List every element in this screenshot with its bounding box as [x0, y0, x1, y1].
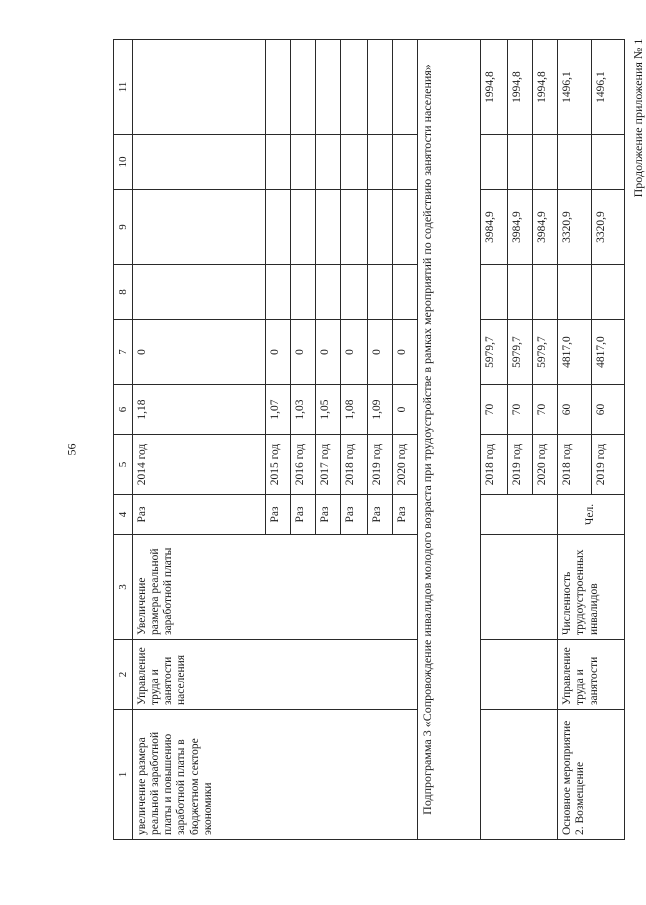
amount-cell: 3984,9 [481, 190, 508, 265]
unit-cell: Раз [266, 495, 291, 535]
executor-cell: Управление труда и занятости населения [132, 640, 418, 710]
amount-cell [291, 190, 316, 265]
amount-cell [341, 190, 368, 265]
empty-cell [341, 135, 368, 190]
unit-cell: Раз [132, 495, 265, 535]
amount-cell: 3984,9 [508, 190, 533, 265]
empty-cell [132, 135, 265, 190]
unit-cell: Раз [368, 495, 393, 535]
amount-cell: 3320,9 [558, 190, 591, 265]
empty-cell [591, 135, 625, 190]
empty-cell [558, 135, 591, 190]
value-cell: 70 [533, 385, 558, 435]
amount-cell: 5979,7 [533, 320, 558, 385]
year-cell: 2018 год [558, 435, 591, 495]
year-cell: 2019 год [368, 435, 393, 495]
empty-cell [508, 265, 533, 320]
value-cell: 1,08 [341, 385, 368, 435]
year-cell: 2020 год [393, 435, 418, 495]
unit-cell: Раз [341, 495, 368, 535]
column-number-row [114, 40, 133, 840]
col-num-11: 11 [114, 40, 133, 135]
empty-cell [291, 265, 316, 320]
amount-cell [341, 40, 368, 135]
col-num-3: 3 [114, 535, 133, 640]
appendix-note: Продолжение приложения № 1 [631, 38, 645, 198]
empty-cell [368, 135, 393, 190]
empty-cell [481, 535, 558, 640]
value-cell: 60 [591, 385, 625, 435]
program-table [113, 39, 625, 840]
empty-cell [266, 265, 291, 320]
unit-cell: Чел. [558, 495, 625, 535]
col-num-1: 1 [114, 710, 133, 840]
value-cell: 70 [481, 385, 508, 435]
empty-cell [291, 135, 316, 190]
page-number: 56 [64, 443, 79, 456]
amount-cell [393, 40, 418, 135]
value-cell: 0 [393, 385, 418, 435]
empty-cell [316, 265, 341, 320]
col-num-8: 8 [114, 265, 133, 320]
amount-cell: 0 [341, 320, 368, 385]
year-cell: 2017 год [316, 435, 341, 495]
value-cell: 1,07 [266, 385, 291, 435]
amount-cell [291, 40, 316, 135]
value-cell: 70 [508, 385, 533, 435]
empty-cell [316, 135, 341, 190]
indicator-cell: Численность трудоустроенных инвалидов [558, 535, 625, 640]
table-row [132, 40, 265, 840]
year-cell: 2020 год [533, 435, 558, 495]
col-num-6: 6 [114, 385, 133, 435]
amount-cell: 0 [393, 320, 418, 385]
empty-cell [481, 710, 558, 840]
year-cell: 2015 год [266, 435, 291, 495]
amount-cell [316, 190, 341, 265]
amount-cell [132, 40, 265, 135]
empty-cell [481, 640, 558, 710]
amount-cell: 4817,0 [591, 320, 625, 385]
col-num-10: 10 [114, 135, 133, 190]
amount-cell [368, 40, 393, 135]
empty-cell [591, 265, 625, 320]
executor-cell: Управление труда и занятости [558, 640, 625, 710]
amount-cell [132, 190, 265, 265]
amount-cell: 0 [266, 320, 291, 385]
amount-cell: 1994,8 [508, 40, 533, 135]
amount-cell: 0 [291, 320, 316, 385]
empty-cell [266, 135, 291, 190]
empty-cell [481, 265, 508, 320]
empty-cell [533, 135, 558, 190]
value-cell: 1,03 [291, 385, 316, 435]
amount-cell [316, 40, 341, 135]
amount-cell: 1994,8 [533, 40, 558, 135]
amount-cell: 3984,9 [533, 190, 558, 265]
empty-cell [393, 265, 418, 320]
empty-cell [558, 265, 591, 320]
empty-cell [481, 135, 508, 190]
empty-cell [132, 265, 265, 320]
unit-cell: Раз [316, 495, 341, 535]
table-row [481, 40, 508, 840]
value-cell: 1,09 [368, 385, 393, 435]
empty-cell [368, 265, 393, 320]
amount-cell [266, 190, 291, 265]
value-cell: 60 [558, 385, 591, 435]
rotated-table-container [113, 40, 625, 840]
amount-cell: 1994,8 [481, 40, 508, 135]
measure-name-cell: увеличение размера реальной заработной платы и повышению заработной платы в бюджетном секторе экономики [132, 710, 418, 840]
amount-cell: 0 [132, 320, 265, 385]
empty-cell [341, 265, 368, 320]
amount-cell: 1496,1 [591, 40, 625, 135]
amount-cell: 0 [368, 320, 393, 385]
year-cell: 2016 год [291, 435, 316, 495]
amount-cell [266, 40, 291, 135]
unit-cell: Раз [291, 495, 316, 535]
year-cell: 2018 год [481, 435, 508, 495]
measure-name-cell: Основное мероприятие 2. Возмещение [558, 710, 625, 840]
subprogram-title: Подпрограмма 3 «Сопровождение инвалидов молодого возраста при трудоустройстве в рамках мероприятий по содействию занятости населения» [418, 40, 481, 840]
unit-cell: Раз [393, 495, 418, 535]
col-num-2: 2 [114, 640, 133, 710]
col-num-5: 5 [114, 435, 133, 495]
value-cell: 1,18 [132, 385, 265, 435]
value-cell: 1,05 [316, 385, 341, 435]
amount-cell [393, 190, 418, 265]
year-cell: 2018 год [341, 435, 368, 495]
empty-cell [481, 495, 558, 535]
col-num-9: 9 [114, 190, 133, 265]
amount-cell: 3320,9 [591, 190, 625, 265]
amount-cell: 5979,7 [508, 320, 533, 385]
empty-cell [533, 265, 558, 320]
col-num-4: 4 [114, 495, 133, 535]
amount-cell [368, 190, 393, 265]
year-cell: 2019 год [591, 435, 625, 495]
table-row [558, 40, 591, 840]
amount-cell: 0 [316, 320, 341, 385]
empty-cell [508, 135, 533, 190]
amount-cell: 5979,7 [481, 320, 508, 385]
year-cell: 2019 год [508, 435, 533, 495]
subprogram-row [418, 40, 481, 840]
year-cell: 2014 год [132, 435, 265, 495]
indicator-cell: Увеличение размера реальной заработной платы [132, 535, 418, 640]
amount-cell: 1496,1 [558, 40, 591, 135]
amount-cell: 4817,0 [558, 320, 591, 385]
empty-cell [393, 135, 418, 190]
col-num-7: 7 [114, 320, 133, 385]
